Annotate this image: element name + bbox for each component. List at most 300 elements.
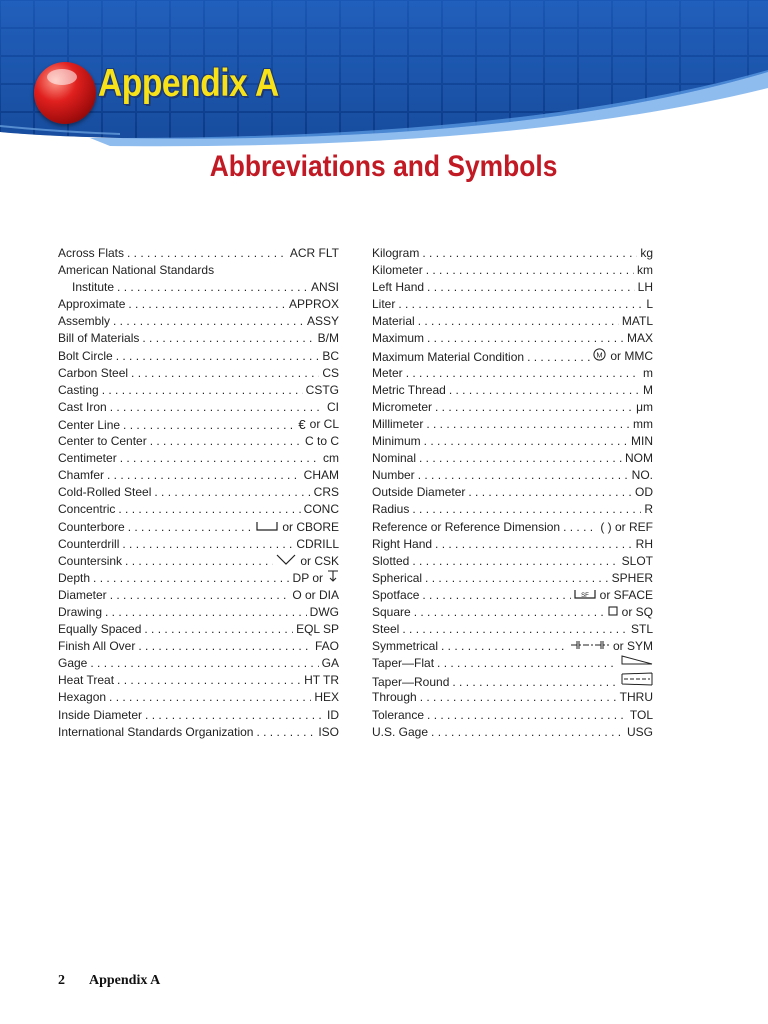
abbreviation-row	[372, 313, 653, 330]
abbreviation-text: O or DIA	[292, 587, 339, 602]
abbreviation-row	[58, 519, 339, 536]
abbreviation-text: HT TR	[304, 673, 339, 688]
abbreviation-term: Meter	[372, 365, 403, 380]
abbreviation-term: Maximum Material Condition	[372, 349, 525, 364]
abbreviation-value	[304, 467, 339, 484]
abbreviation-term: Center to Center	[58, 434, 147, 449]
mmc-icon	[593, 348, 606, 366]
abbreviation-row	[58, 587, 339, 604]
abbreviation-term: Assembly	[58, 314, 111, 329]
leader-dots	[256, 724, 315, 741]
abbreviation-term: Counterdrill	[58, 536, 120, 551]
abbreviation-row	[58, 638, 339, 655]
leader-dots	[125, 553, 273, 570]
abbreviation-text: B/M	[317, 331, 339, 346]
page-number: 2	[58, 973, 65, 988]
abbreviation-row	[372, 655, 653, 672]
abbreviation-term: Drawing	[58, 604, 103, 619]
leader-dots	[435, 536, 633, 553]
abbreviation-term: Left Hand	[372, 280, 425, 295]
abbreviation-text: μm	[636, 399, 653, 414]
abbreviation-term: Material	[372, 314, 415, 329]
abbreviation-row	[372, 484, 653, 501]
abbreviation-value	[318, 724, 339, 741]
leader-dots	[128, 296, 286, 313]
abbreviation-text: CONC	[303, 502, 339, 517]
abbreviation-row	[58, 672, 339, 689]
abbreviation-text: NOM	[625, 451, 653, 466]
abbreviation-term: Equally Spaced	[58, 622, 142, 637]
leader-dots	[431, 724, 624, 741]
square-icon	[608, 604, 618, 621]
abbreviation-row	[58, 604, 339, 621]
abbreviation-term: Kilometer	[372, 263, 423, 278]
abbreviation-value	[314, 689, 339, 706]
abbreviation-value	[304, 501, 339, 518]
abbreviation-text: USG	[626, 724, 653, 739]
abbreviation-value	[304, 672, 339, 689]
abbreviation-text: or MMC	[610, 349, 653, 364]
abbreviation-value	[290, 245, 339, 262]
leader-dots	[144, 621, 293, 638]
abbreviation-term: Heat Treat	[58, 673, 115, 688]
abbreviation-value	[636, 399, 653, 416]
abbreviation-text: mm	[633, 416, 653, 431]
abbreviation-text: CHAM	[303, 468, 339, 483]
abbreviation-value	[327, 707, 339, 724]
abbreviation-value	[256, 519, 339, 536]
leader-dots	[402, 621, 628, 638]
abbreviation-term: Taper—Round	[372, 675, 450, 690]
leader-dots	[107, 467, 301, 484]
abbreviation-text: EQL SP	[296, 622, 339, 637]
abbreviation-text: m	[643, 365, 653, 380]
abbreviation-value	[627, 330, 653, 347]
abbreviation-row	[372, 724, 653, 741]
abbreviation-text: SPHER	[611, 570, 653, 585]
leader-dots	[116, 348, 320, 365]
abbreviation-value	[298, 416, 339, 434]
abbreviation-text: ID	[327, 707, 339, 722]
abbreviation-term: Bolt Circle	[58, 348, 113, 363]
abbreviation-row	[372, 262, 653, 279]
abbreviation-value	[310, 604, 339, 621]
abbreviation-row	[372, 245, 653, 262]
abbreviation-value	[296, 536, 339, 553]
leader-dots	[437, 655, 618, 672]
abbreviation-row	[372, 365, 653, 382]
leader-dots	[468, 484, 632, 501]
abbreviation-value	[631, 621, 653, 638]
abbreviation-text: ACR FLT	[289, 246, 339, 260]
abbreviation-text: L	[646, 297, 653, 312]
leader-dots	[425, 570, 609, 587]
abbreviation-value	[620, 689, 653, 706]
abbreviation-row	[372, 553, 653, 570]
abbreviation-value	[621, 655, 653, 672]
abbreviation-text: or CBORE	[282, 519, 339, 534]
abbreviation-value	[622, 313, 653, 330]
abbreviation-row	[372, 467, 653, 484]
leader-dots	[110, 587, 290, 604]
leader-dots	[406, 365, 640, 382]
abbreviation-value	[600, 519, 653, 536]
leader-dots	[426, 262, 634, 279]
leader-dots	[131, 365, 319, 382]
abbreviation-row	[372, 348, 653, 365]
abbreviation-text: CI	[327, 399, 339, 414]
abbreviation-text: CSTG	[305, 382, 339, 397]
abbreviation-text: km	[637, 263, 653, 278]
abbreviation-row	[58, 467, 339, 484]
abbreviation-row	[58, 279, 339, 296]
abbreviation-row	[58, 262, 339, 279]
abbreviation-value	[311, 279, 339, 296]
abbreviation-value	[318, 330, 339, 347]
abbreviation-text: MAX	[626, 331, 653, 346]
abbreviation-term: Inside Diameter	[58, 707, 143, 722]
appendix-orb-icon	[34, 62, 96, 124]
taper-flat-icon	[621, 655, 653, 672]
abbreviation-row	[58, 570, 339, 587]
leader-dots	[138, 638, 312, 655]
leader-dots	[110, 399, 324, 416]
abbreviation-text: HEX	[314, 690, 339, 705]
leader-dots	[117, 279, 308, 296]
abbreviation-row	[372, 279, 653, 296]
abbreviation-row	[58, 553, 339, 570]
abbreviation-text: R	[644, 502, 653, 517]
abbreviation-value	[643, 365, 653, 382]
abbreviation-value	[289, 296, 339, 313]
abbreviation-term: Number	[372, 468, 415, 483]
leader-dots	[150, 433, 302, 450]
abbreviation-term: Chamfer	[58, 468, 105, 483]
abbreviation-term: Kilogram	[372, 246, 420, 260]
abbreviation-row	[58, 621, 339, 638]
leader-dots	[142, 330, 314, 347]
footer-section-title: Appendix A	[89, 973, 161, 988]
abbreviation-row	[372, 519, 653, 536]
abbreviation-term: Casting	[58, 382, 99, 397]
leader-dots	[412, 553, 618, 570]
abbreviation-text: FAO	[314, 639, 339, 654]
abbreviation-value	[306, 382, 339, 399]
abbreviation-text: or CSK	[300, 553, 339, 568]
abbreviation-row	[58, 689, 339, 706]
abbreviation-value	[632, 467, 653, 484]
leader-dots	[113, 313, 304, 330]
leader-dots	[435, 399, 633, 416]
symmetrical-icon	[571, 638, 609, 655]
svg-text:M: M	[596, 349, 603, 359]
abbreviation-value	[327, 399, 339, 416]
abbreviation-row	[58, 450, 339, 467]
abbreviation-value	[638, 279, 653, 296]
abbreviation-term: Bill of Materials	[58, 331, 140, 346]
abbreviation-term: Metric Thread	[372, 382, 446, 397]
countersink-icon	[276, 553, 296, 570]
leader-dots	[105, 604, 307, 621]
abbreviation-value	[643, 382, 653, 399]
abbreviation-value	[293, 570, 339, 587]
abbreviation-value	[292, 587, 339, 604]
leader-dots	[422, 587, 570, 604]
abbreviation-text: ISO	[318, 724, 339, 739]
abbreviation-term: Nominal	[372, 451, 417, 466]
leader-dots	[90, 655, 318, 672]
abbreviation-text: LH	[637, 280, 653, 295]
abbreviation-value	[631, 433, 653, 450]
leader-dots	[127, 245, 287, 262]
abbreviation-value	[322, 365, 339, 382]
abbreviation-row	[372, 621, 653, 638]
abbreviation-term: Slotted	[372, 553, 410, 568]
abbreviation-text: ASSY	[306, 314, 339, 329]
abbreviation-row	[58, 245, 339, 262]
abbreviation-term: Tolerance	[372, 707, 425, 722]
abbreviation-term: Countersink	[58, 553, 123, 568]
abbreviation-value	[314, 484, 339, 501]
leader-dots	[418, 313, 619, 330]
abbreviation-text: kg	[640, 246, 653, 260]
svg-text:SF: SF	[580, 592, 589, 599]
abbreviation-term: Minimum	[372, 434, 421, 449]
abbreviation-text: DWG	[309, 604, 339, 619]
abbreviation-term: International Standards Organization	[58, 724, 254, 739]
abbreviation-term: Square	[372, 604, 411, 619]
abbreviation-row	[372, 433, 653, 450]
abbreviation-text: STL	[630, 622, 653, 637]
spotface-icon	[574, 587, 596, 604]
abbreviation-term: Taper—Flat	[372, 656, 435, 671]
leader-dots	[398, 296, 643, 313]
abbreviation-text: NO.	[631, 468, 653, 483]
abbreviations-left-column	[58, 245, 339, 741]
abbreviation-row	[372, 689, 653, 706]
leader-dots	[427, 707, 627, 724]
abbreviation-text: SLOT	[621, 553, 653, 568]
appendix-title: Appendix A	[98, 62, 279, 105]
abbreviation-text: APPROX	[288, 297, 339, 312]
leader-dots	[422, 245, 637, 262]
abbreviation-row	[372, 450, 653, 467]
abbreviation-text: cm	[323, 451, 339, 466]
abbreviation-row	[372, 707, 653, 724]
abbreviation-term: Carbon Steel	[58, 365, 129, 380]
abbreviation-value	[637, 262, 653, 279]
abbreviation-text: MIN	[631, 434, 653, 449]
abbreviation-value	[612, 570, 653, 587]
leader-dots	[102, 382, 303, 399]
abbreviation-term: Spherical	[372, 570, 423, 585]
leader-dots	[527, 349, 590, 366]
abbreviation-term: Liter	[372, 297, 396, 312]
leader-dots	[118, 501, 300, 518]
abbreviation-text: ANSI	[310, 280, 339, 295]
leader-dots	[563, 519, 597, 536]
abbreviation-row	[58, 348, 339, 365]
abbreviation-row	[58, 433, 339, 450]
page-heading: Abbreviations and Symbols	[210, 150, 558, 183]
abbreviation-row	[372, 638, 653, 655]
abbreviation-row	[372, 604, 653, 621]
abbreviation-term: Across Flats	[58, 246, 125, 260]
abbreviation-row	[372, 399, 653, 416]
abbreviation-text: M	[643, 382, 653, 397]
abbreviation-text: CRS	[313, 485, 339, 500]
abbreviation-text: or CL	[309, 417, 339, 432]
abbreviation-term: Counterbore	[58, 519, 125, 534]
abbreviation-value	[322, 655, 339, 672]
abbreviation-row	[58, 296, 339, 313]
abbreviation-row	[58, 501, 339, 518]
abbreviation-text: DP or	[292, 570, 323, 585]
leader-dots	[418, 467, 629, 484]
abbreviation-value	[323, 450, 339, 467]
abbreviation-value	[305, 433, 339, 450]
abbreviation-row	[58, 382, 339, 399]
abbreviation-text: RH	[635, 536, 653, 551]
abbreviation-term: Diameter	[58, 587, 107, 602]
abbreviation-text: CS	[322, 365, 339, 380]
abbreviation-term: Right Hand	[372, 536, 433, 551]
leader-dots	[128, 519, 254, 536]
abbreviation-term: Hexagon	[58, 690, 107, 705]
abbreviation-text: or SQ	[621, 604, 653, 619]
abbreviation-row	[372, 570, 653, 587]
abbreviation-value	[625, 450, 653, 467]
leader-dots	[154, 484, 310, 501]
leader-dots	[109, 689, 311, 706]
abbreviation-row	[58, 707, 339, 724]
abbreviation-row	[58, 330, 339, 347]
leader-dots	[441, 638, 568, 655]
abbreviation-row	[372, 501, 653, 518]
abbreviation-text: ( ) or REF	[600, 519, 653, 534]
abbreviation-value	[315, 638, 339, 655]
abbreviation-term: Radius	[372, 502, 410, 517]
abbreviation-text: CDRILL	[296, 536, 339, 551]
abbreviation-term: Institute	[72, 280, 115, 295]
abbreviation-value	[574, 587, 653, 604]
leader-dots	[120, 450, 320, 467]
abbreviation-term: Approximate	[58, 297, 126, 312]
abbreviation-text: C to C	[304, 434, 339, 449]
abbreviation-term: Concentric	[58, 502, 116, 517]
leader-dots	[427, 279, 635, 296]
abbreviation-text: or SFACE	[599, 587, 653, 602]
abbreviation-value	[571, 638, 653, 655]
abbreviation-row	[372, 587, 653, 604]
abbreviation-term: Depth	[58, 570, 91, 585]
abbreviation-term: U.S. Gage	[372, 724, 429, 739]
abbreviation-term: Cold-Rolled Steel	[58, 485, 152, 500]
centerline-icon: €	[298, 416, 306, 432]
leader-dots	[93, 570, 290, 587]
abbreviation-term: Millimeter	[372, 416, 424, 431]
abbreviation-text: or SYM	[612, 639, 653, 654]
abbreviation-row	[372, 382, 653, 399]
abbreviation-value	[622, 553, 653, 570]
abbreviation-row	[58, 313, 339, 330]
abbreviation-term: Center Line	[58, 417, 121, 432]
abbreviation-value	[630, 707, 653, 724]
abbreviation-value	[608, 604, 653, 621]
abbreviation-value	[276, 553, 339, 570]
abbreviation-value	[640, 245, 653, 262]
leader-dots	[412, 501, 641, 518]
abbreviation-row	[58, 399, 339, 416]
counterbore-icon	[256, 519, 278, 536]
abbreviation-value	[633, 416, 653, 433]
leader-dots	[117, 672, 301, 689]
page-footer	[58, 973, 160, 989]
abbreviation-value	[296, 621, 339, 638]
abbreviation-term: Centimeter	[58, 451, 117, 466]
abbreviation-row	[58, 365, 339, 382]
abbreviation-row	[58, 724, 339, 741]
leader-dots	[424, 433, 628, 450]
leader-dots	[426, 416, 630, 433]
abbreviation-term: Through	[372, 690, 417, 705]
abbreviation-text: BC	[322, 348, 339, 363]
abbreviation-value	[636, 536, 653, 553]
abbreviation-value	[322, 348, 339, 365]
abbreviation-value	[644, 501, 653, 518]
abbreviation-row	[372, 536, 653, 553]
abbreviation-term: Steel	[372, 622, 400, 637]
abbreviation-term: Gage	[58, 656, 88, 671]
abbreviation-text: OD	[635, 485, 653, 500]
abbreviation-row	[372, 296, 653, 313]
leader-dots	[414, 604, 605, 621]
abbreviations-right-column	[372, 245, 653, 741]
leader-dots	[122, 536, 293, 553]
abbreviation-term: Cast Iron	[58, 399, 107, 414]
abbreviation-row	[372, 672, 653, 689]
abbreviation-row	[58, 655, 339, 672]
leader-dots	[419, 450, 622, 467]
abbreviation-text: THRU	[619, 690, 653, 705]
depth-icon	[327, 570, 339, 587]
leader-dots	[420, 689, 617, 706]
abbreviation-term: Reference or Reference Dimension	[372, 519, 561, 534]
abbreviation-value	[307, 313, 339, 330]
abbreviation-term: Micrometer	[372, 399, 433, 414]
abbreviation-row	[372, 416, 653, 433]
abbreviation-term: Finish All Over	[58, 639, 136, 654]
abbreviation-text: GA	[321, 656, 339, 671]
abbreviation-value	[635, 484, 653, 501]
abbreviation-row	[372, 330, 653, 347]
abbreviation-row	[58, 416, 339, 433]
leader-dots	[427, 330, 624, 347]
abbreviation-text: TOL	[629, 707, 653, 722]
abbreviation-row	[58, 536, 339, 553]
abbreviation-term: Spotface	[372, 587, 420, 602]
abbreviation-row	[58, 484, 339, 501]
abbreviation-value	[593, 348, 653, 366]
abbreviation-term: Maximum	[372, 331, 425, 346]
abbreviation-text: MATL	[621, 314, 653, 329]
leader-dots	[145, 707, 324, 724]
abbreviation-value	[627, 724, 653, 741]
abbreviation-term: American National Standards	[58, 263, 215, 278]
leader-dots	[123, 417, 295, 434]
abbreviation-value	[646, 296, 653, 313]
abbreviation-term: Symmetrical	[372, 639, 439, 654]
